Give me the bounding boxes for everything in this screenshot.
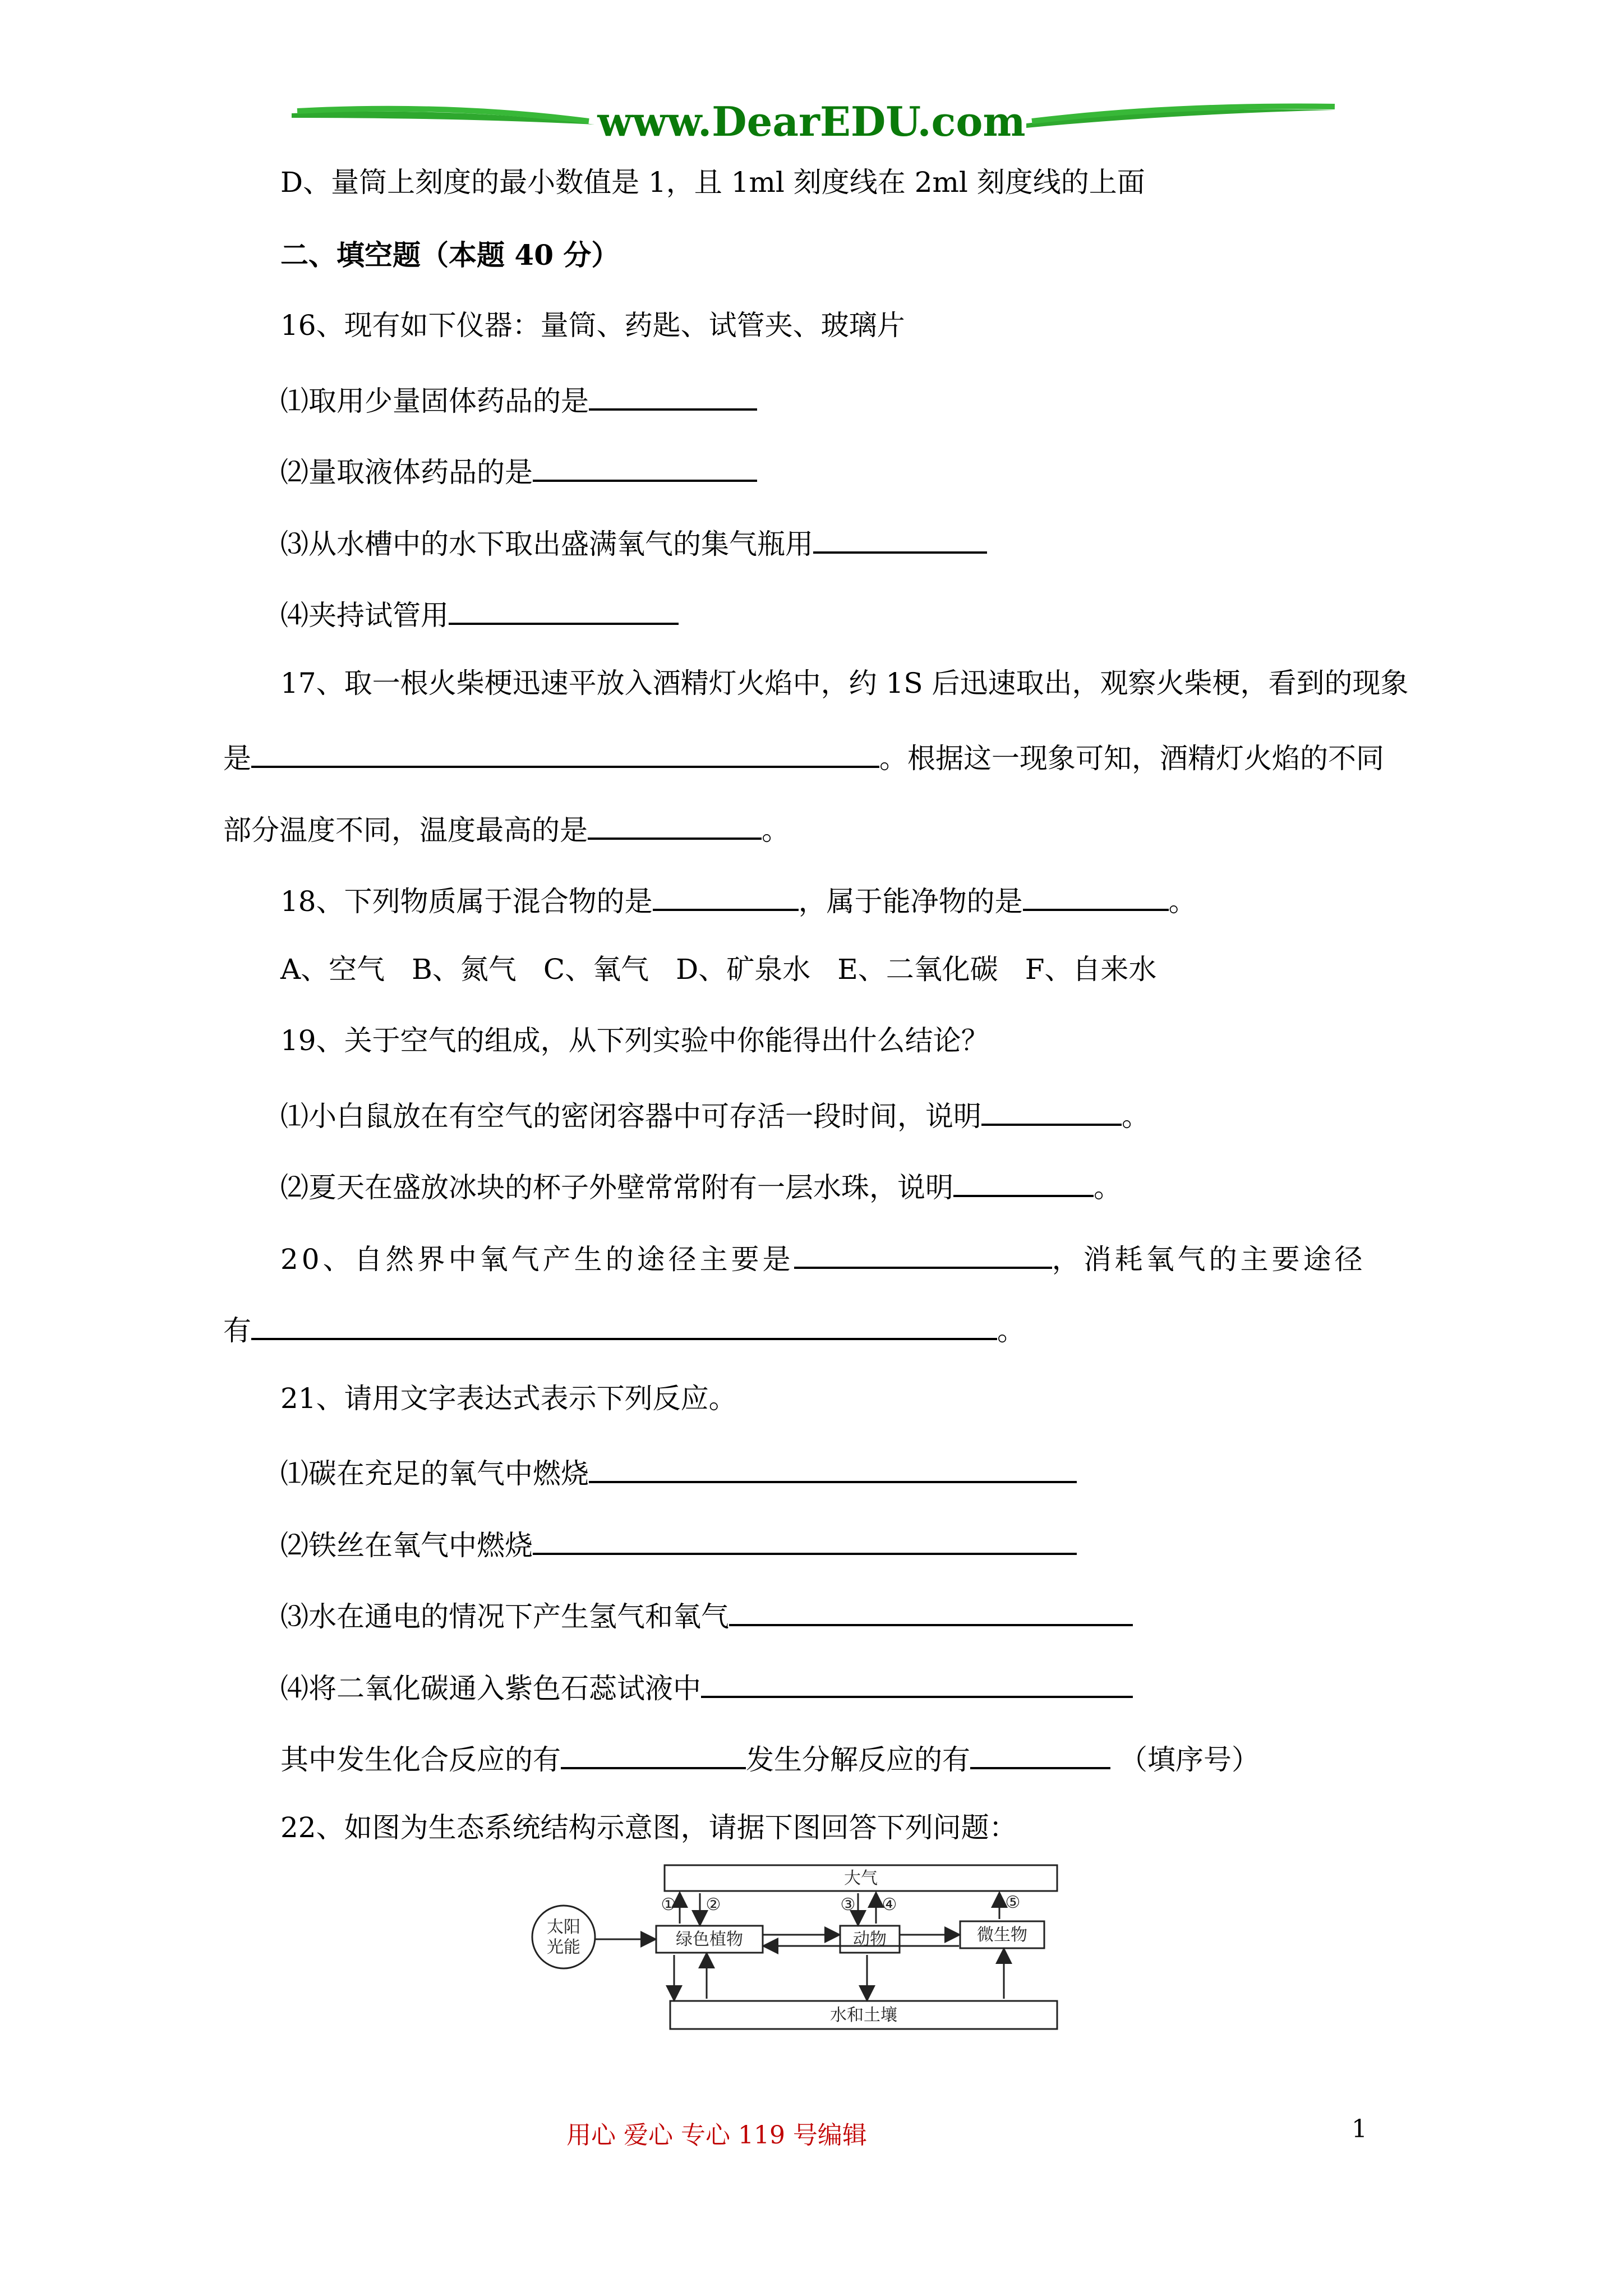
svg-text:微生物: 微生物 (977, 1925, 1027, 1945)
sun-circle (532, 1906, 595, 1968)
q21-part3: ⑶水在通电的情况下产生氢气和氧气 (280, 1596, 1623, 1634)
q18-stem: 18、下列物质属于混合物的是 ，属于能净物的是 。 (280, 881, 1623, 918)
q15-option-d: D、量筒上刻度的最小数值是 1，且 1ml 刻度线在 2ml 刻度线的上面 (280, 166, 1145, 199)
answer-blank[interactable] (970, 1739, 1110, 1769)
option-f: F、自来水 (1025, 953, 1157, 986)
answer-blank[interactable] (533, 1525, 1077, 1555)
q20-line1: 20、自然界中氧气产生的途径主要是 ，消耗氧气的主要途径 (280, 1239, 1623, 1276)
footer-text: 用心 爱心 专心 119 号编辑 (566, 2121, 867, 2150)
q16-part4: ⑷夹持试管用 (280, 595, 1623, 632)
q21-part2: ⑵铁丝在氧气中燃烧 (280, 1525, 1623, 1562)
q18-options (280, 953, 1623, 986)
svg-text:⑤: ⑤ (1005, 1893, 1021, 1912)
svg-text:太阳: 太阳 (547, 1917, 580, 1937)
q17-line3: 部分温度不同，温度最高的是 。 (223, 809, 1623, 847)
q16-part3: ⑶从水槽中的水下取出盛满氧气的集气瓶用 (280, 523, 1623, 561)
option-e: E、二氧化碳 (837, 953, 998, 986)
header-logo (0, 84, 1623, 157)
q19-part1: ⑴小白鼠放在有空气的密闭容器中可存活一段时间，说明 。 (280, 1096, 1623, 1133)
q16-part1: ⑴取用少量固体药品的是 (280, 380, 1623, 418)
answer-blank[interactable] (533, 452, 757, 482)
svg-text:动物: 动物 (853, 1930, 887, 1949)
svg-text:③: ③ (840, 1895, 856, 1915)
answer-blank[interactable] (589, 1453, 1077, 1483)
ecosystem-diagram (522, 1854, 1066, 2039)
q16-part2: ⑵量取液体药品的是 (280, 452, 1623, 489)
q17-line1: 17、取一根火柴梗迅速平放入酒精灯火焰中，约 1S 后迅速取出，观察火柴梗，看到的现象 (280, 667, 1409, 700)
q21-part1: ⑴碳在充足的氧气中燃烧 (280, 1453, 1623, 1490)
section-title: 二、填空题（本题 40 分） (280, 238, 620, 272)
option-a: A、空气 (280, 953, 385, 986)
svg-text:②: ② (706, 1895, 721, 1915)
option-c: C、氧气 (543, 953, 649, 986)
answer-blank[interactable] (251, 1310, 997, 1340)
option-d: D、矿泉水 (676, 953, 811, 986)
q21-stem: 21、请用文字表达式表示下列反应。 (280, 1382, 737, 1415)
q22-stem: 22、如图为生态系统结构示意图，请据下图回答下列问题： (280, 1811, 1017, 1844)
svg-text:绿色植物: 绿色植物 (676, 1930, 743, 1949)
svg-text:光能: 光能 (547, 1938, 580, 1957)
option-b: B、氮气 (412, 953, 517, 986)
answer-blank[interactable] (794, 1239, 1052, 1269)
page-number: 1 (1352, 2115, 1367, 2143)
answer-blank[interactable] (729, 1596, 1133, 1626)
q21-part4: ⑷将二氧化碳通入紫色石蕊试液中 (280, 1668, 1623, 1705)
q19-part2: ⑵夏天在盛放冰块的杯子外壁常常附有一层水珠，说明 。 (280, 1167, 1623, 1204)
answer-blank[interactable] (588, 809, 762, 840)
site-logo: www.DearEDU.com (597, 98, 1026, 145)
answer-blank[interactable] (589, 380, 757, 411)
answer-blank[interactable] (953, 1167, 1094, 1197)
answer-blank[interactable] (251, 738, 879, 768)
svg-text:大气: 大气 (844, 1869, 878, 1888)
q19-stem: 19、关于空气的组成，从下列实验中你能得出什么结论？ (280, 1024, 989, 1057)
q16-stem: 16、现有如下仪器：量筒、药匙、试管夹、玻璃片 (280, 309, 905, 342)
svg-text:①: ① (661, 1895, 676, 1915)
answer-blank[interactable] (449, 595, 679, 625)
answer-blank[interactable] (813, 523, 987, 554)
q21-summary: 其中发生化合反应的有 发生分解反应的有 （填序号） (280, 1739, 1623, 1777)
answer-blank[interactable] (653, 881, 799, 911)
answer-blank[interactable] (981, 1096, 1122, 1126)
svg-text:水和土壤: 水和土壤 (830, 2005, 897, 2025)
svg-text:④: ④ (882, 1895, 897, 1915)
answer-blank[interactable] (561, 1739, 746, 1769)
answer-blank[interactable] (1023, 881, 1169, 911)
q20-line2: 有 。 (223, 1310, 1623, 1347)
q17-line2: 是 。根据这一现象可知，酒精灯火焰的不同 (223, 738, 1623, 775)
answer-blank[interactable] (701, 1668, 1133, 1698)
